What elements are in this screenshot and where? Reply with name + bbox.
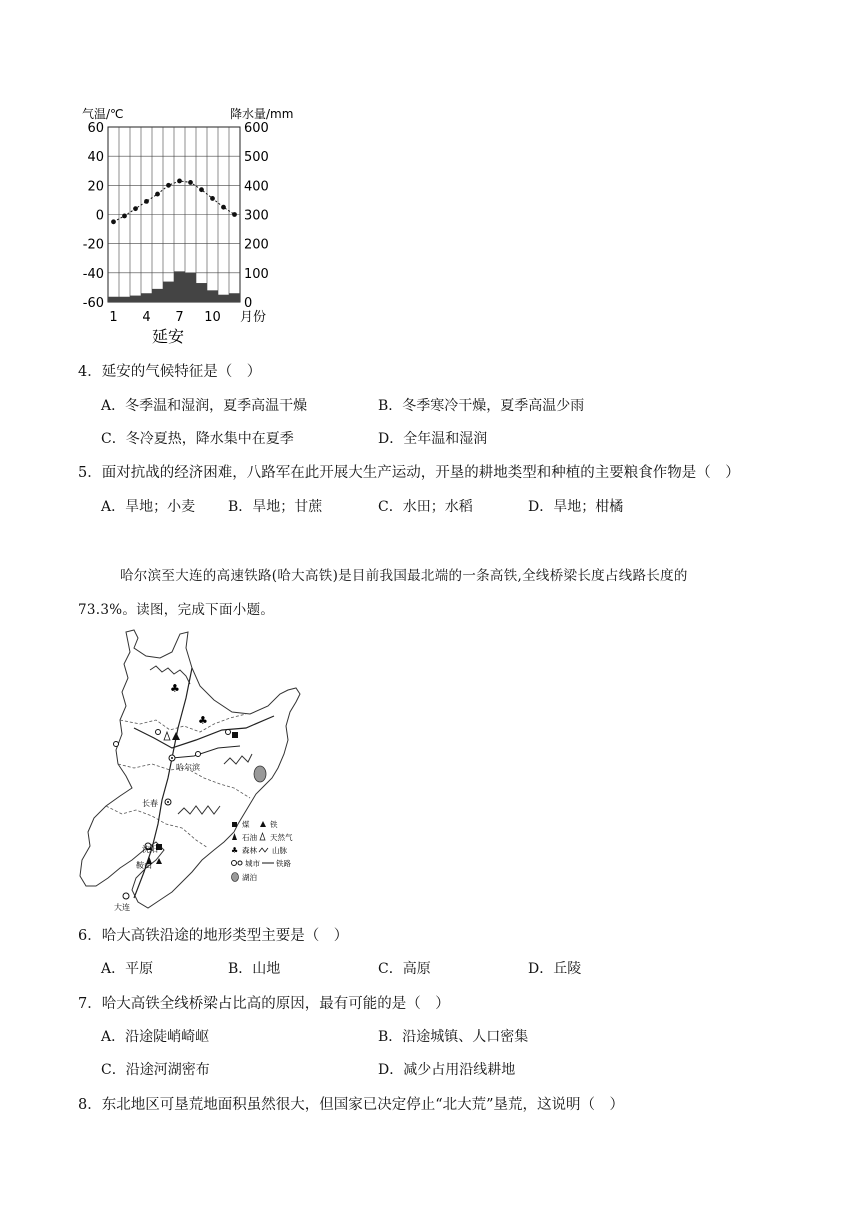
svg-text:森林: 森林 bbox=[242, 846, 257, 855]
precipitation-bar bbox=[229, 293, 240, 302]
q5-option-b: B．旱地；甘蔗 bbox=[228, 499, 323, 515]
city-anshan-label: 鞍山 bbox=[136, 861, 152, 870]
temperature-point bbox=[155, 192, 160, 197]
temperature-point bbox=[133, 206, 138, 211]
month-tick-label: 10 bbox=[204, 310, 221, 325]
month-tick-label: 1 bbox=[109, 310, 118, 325]
map-legend bbox=[231, 819, 293, 882]
q6-stem: 6．哈大高铁沿途的地形类型主要是（ ） bbox=[78, 928, 349, 944]
city-changchun-label: 长春 bbox=[142, 799, 158, 808]
mountain-range-3 bbox=[178, 806, 220, 814]
legend-mountain-icon bbox=[259, 848, 268, 852]
q6-option-b: B．山地 bbox=[228, 961, 281, 977]
svg-text:煤: 煤 bbox=[242, 820, 250, 829]
precipitation-bar bbox=[152, 289, 163, 302]
q7-option-c: C．沿途河湖密布 bbox=[101, 1062, 210, 1078]
svg-text:铁路: 铁路 bbox=[276, 859, 291, 868]
temperature-tick-label: -20 bbox=[82, 237, 104, 253]
temperature-point bbox=[232, 212, 237, 217]
svg-text:天然气: 天然气 bbox=[270, 833, 293, 842]
temperature-point bbox=[188, 180, 193, 185]
passage-line-1: 哈尔滨至大连的高速铁路(哈大高铁)是目前我国最北端的一条高铁,全线桥梁长度占线路长度的 bbox=[120, 568, 688, 584]
precipitation-tick-label: 500 bbox=[244, 150, 269, 166]
precipitation-bars bbox=[108, 271, 240, 302]
temperature-tick-label: 20 bbox=[87, 179, 104, 195]
forest-icon: ♣ bbox=[198, 714, 208, 727]
precipitation-bar bbox=[119, 297, 130, 302]
legend-coal-icon bbox=[232, 822, 237, 827]
precipitation-ticks bbox=[244, 121, 269, 311]
northeast-map bbox=[74, 628, 310, 913]
q7-option-d: D．减少占用沿线耕地 bbox=[378, 1062, 516, 1078]
svg-text:石油: 石油 bbox=[242, 833, 257, 842]
city-dalian-marker bbox=[123, 893, 129, 899]
temperature-tick-label: 60 bbox=[87, 121, 104, 136]
precipitation-bar bbox=[196, 283, 207, 302]
temperature-tick-label: 40 bbox=[87, 150, 104, 166]
precipitation-tick-label: 0 bbox=[244, 296, 253, 311]
svg-text:铁: 铁 bbox=[270, 820, 278, 829]
precipitation-tick-label: 100 bbox=[244, 266, 269, 282]
temperature-ticks bbox=[83, 121, 104, 311]
q4-stem: 4．延安的气候特征是（ ） bbox=[78, 364, 262, 380]
city-shenyang-label: 沈阳 bbox=[142, 845, 158, 854]
q4-option-c: C．冬冷夏热，降水集中在夏季 bbox=[101, 431, 294, 447]
month-ticks bbox=[109, 310, 220, 325]
legend-gas-icon bbox=[260, 833, 265, 840]
q6-option-c: C．高原 bbox=[378, 961, 431, 977]
precipitation-bar bbox=[174, 271, 185, 302]
svg-text:城市: 城市 bbox=[245, 859, 260, 868]
climate-chart bbox=[70, 100, 294, 350]
precipitation-tick-label: 300 bbox=[244, 208, 269, 224]
month-tick-label: 7 bbox=[175, 310, 184, 325]
precipitation-tick-label: 400 bbox=[244, 179, 269, 195]
temperature-axis-label: 气温/℃ bbox=[82, 107, 124, 121]
q6-option-a: A．平原 bbox=[101, 961, 154, 977]
precipitation-bar bbox=[108, 297, 119, 302]
temperature-point bbox=[177, 179, 182, 184]
precipitation-tick-label: 600 bbox=[244, 121, 269, 136]
q5-stem: 5．面对抗战的经济困难，八路军在此开展大生产运动，开垦的耕地类型和种植的主要粮食作物是（ ） bbox=[78, 465, 740, 481]
lake-icon bbox=[254, 766, 266, 782]
precipitation-bar bbox=[218, 295, 229, 302]
q5-option-d: D．旱地；柑橘 bbox=[528, 499, 624, 515]
svg-text:山脉: 山脉 bbox=[272, 846, 287, 855]
city-dalian-label: 大连 bbox=[114, 903, 130, 912]
chart-title: 延安 bbox=[152, 327, 185, 346]
legend-city-icon bbox=[232, 861, 237, 866]
q5-option-c: C．水田；水稻 bbox=[378, 499, 473, 515]
temperature-point bbox=[122, 214, 127, 219]
temperature-point bbox=[111, 219, 116, 224]
coal-icon bbox=[232, 732, 238, 738]
precipitation-axis-label: 降水量/mm bbox=[230, 107, 294, 121]
temperature-tick-label: -40 bbox=[82, 266, 104, 282]
month-axis-label: 月份 bbox=[240, 310, 267, 325]
mountain-range-2 bbox=[224, 754, 252, 764]
temperature-point bbox=[166, 183, 171, 188]
q7-stem: 7．哈大高铁全线桥梁占比高的原因，最有可能的是（ ） bbox=[78, 996, 450, 1012]
temperature-tick-label: -60 bbox=[82, 296, 104, 311]
precipitation-tick-label: 200 bbox=[244, 237, 269, 253]
precipitation-bar bbox=[207, 290, 218, 302]
month-tick-label: 4 bbox=[142, 310, 151, 325]
q4-option-b: B．冬季寒冷干燥，夏季高温少雨 bbox=[378, 398, 585, 414]
precipitation-bar bbox=[130, 296, 141, 302]
precipitation-bar bbox=[185, 273, 196, 302]
q5-option-a: A．旱地；小麦 bbox=[101, 499, 196, 515]
temperature-point bbox=[144, 199, 149, 204]
q4-option-a: A．冬季温和湿润，夏季高温干燥 bbox=[101, 398, 308, 414]
svg-text:湖泊: 湖泊 bbox=[242, 873, 257, 882]
forest-icon: ♣ bbox=[170, 682, 180, 695]
q7-option-a: A．沿途陡峭崎岖 bbox=[101, 1029, 210, 1045]
city-harbin-label: 哈尔滨 bbox=[176, 763, 200, 772]
passage-line-2: 73.3%。读图，完成下面小题。 bbox=[78, 602, 275, 618]
q8-stem: 8．东北地区可垦荒地面积虽然很大，但国家已决定停止“北大荒”垦荒，这说明（ ） bbox=[78, 1097, 625, 1113]
railway-branch bbox=[172, 746, 240, 758]
oil-icon bbox=[172, 732, 180, 740]
legend-iron-icon bbox=[260, 821, 266, 827]
temperature-tick-label: 0 bbox=[95, 208, 104, 224]
q7-option-b: B．沿途城镇、人口密集 bbox=[378, 1029, 529, 1045]
gas-icon bbox=[164, 732, 170, 740]
precipitation-bar bbox=[163, 282, 174, 302]
q4-option-d: D．全年温和湿润 bbox=[378, 431, 488, 447]
legend-forest-icon: ♣ bbox=[231, 846, 239, 855]
q6-option-d: D．丘陵 bbox=[528, 961, 582, 977]
temperature-point bbox=[210, 196, 215, 201]
precipitation-bar bbox=[141, 293, 152, 302]
legend-oil-icon bbox=[232, 833, 237, 840]
temperature-point bbox=[221, 205, 226, 210]
temperature-point bbox=[199, 187, 204, 192]
legend-lake-icon bbox=[232, 873, 239, 882]
